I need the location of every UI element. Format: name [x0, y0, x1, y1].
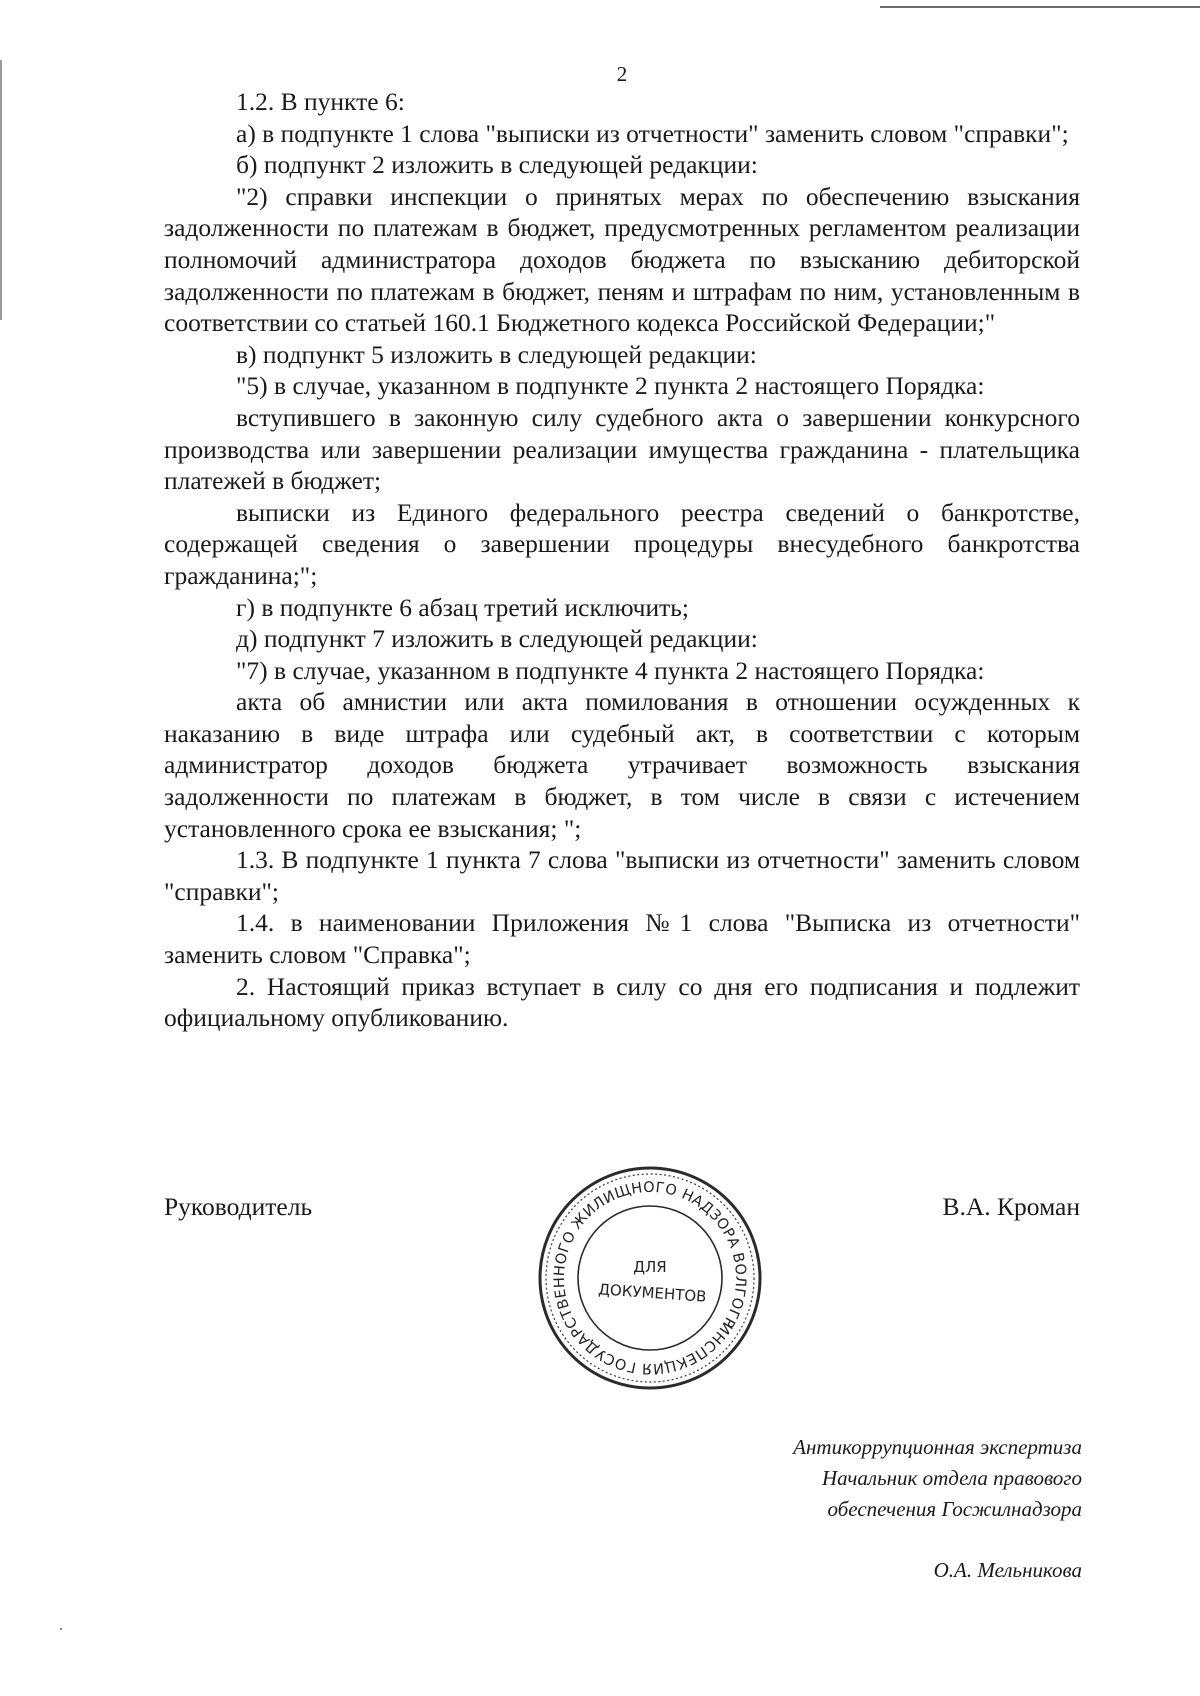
- paragraph: "2) справки инспекции о принятых мерах по обеспечению взыскания задолженности по платежам в бюджет, предусмотренных регламентом реализации полномочий администратора доходов бюджета по взысканию дебиторской задолженности по платежам в бюджет, пеням и штрафам по ним, установленным в соответствии со статьей 160.1 Бюджетного кодекса Российской Федерации;": [164, 181, 1080, 338]
- seal-center-line2: ДОКУМЕНТОВ: [597, 1280, 707, 1306]
- seal-inner-ring: [578, 1206, 722, 1350]
- paragraph: 1.4. в наименовании Приложения №1 слова "Выписка из отчетности" заменить словом "Справка";: [164, 908, 1080, 970]
- seal-ring-text: ИНСПЕКЦИЯ ГОСУДАРСТВЕННОГО ЖИЛИЩНОГО НАДЗОРА ВОЛГОГРАДСКОЙ: [551, 1179, 749, 1377]
- paragraph: в) подпункт 5 изложить в следующей редакции:: [236, 339, 757, 369]
- document-body: [164, 86, 1080, 1034]
- signer-position: Руководитель: [164, 1192, 313, 1221]
- official-seal: [534, 1162, 766, 1394]
- paragraph: акта об амнистии или акта помилования в отношении осужденных к наказанию в виде штрафа или судебный акт, в соответствии с которым администратор доходов бюджета утрачивает возможность взыскания задолженности по платежам в бюджет, в том числе в связи с истечением установленного срока ее взыскания; ";: [164, 687, 1080, 843]
- paragraph: б) подпункт 2 изложить в следующей редакции:: [236, 150, 758, 180]
- paragraph: выписки из Единого федерального реестра сведений о банкротстве, содержащей сведения о завершении процедуры внесудебного банкротства гражданина;";: [164, 497, 1080, 590]
- paragraph: д) подпункт 7 изложить в следующей редакции:: [236, 624, 758, 654]
- expertise-position-line2: обеспечения Госжилнадзора: [827, 1497, 1082, 1521]
- paragraph: 2. Настоящий приказ вступает в силу со дня его подписания и подлежит официальному опубликованию.: [164, 971, 1080, 1033]
- paragraph: вступившего в законную силу судебного акта о завершении конкурсного производства или завершении реализации имущества гражданина - плательщика платежей в бюджет;: [164, 402, 1080, 496]
- paragraph: "5) в случае, указанном в подпункте 2 пункта 2 настоящего Порядка:: [236, 371, 985, 401]
- scan-edge-top: [880, 6, 1200, 8]
- scan-speck: [60, 1628, 62, 1630]
- anticorruption-expertise: [662, 1432, 1082, 1586]
- scan-edge-left: [0, 60, 2, 320]
- paragraph: 1.2. В пункте 6:: [236, 87, 405, 116]
- paragraph: 1.3. В подпункте 1 пункта 7 слова "выписки из отчетности" заменить словом "справки";: [164, 845, 1080, 906]
- paragraph: а) в подпункте 1 слова "выписки из отчетности" заменить словом "справки";: [236, 118, 1069, 148]
- paragraph: г) в подпункте 6 абзац третий исключить;: [236, 592, 689, 622]
- signer-name: В.А. Кроман: [942, 1192, 1080, 1221]
- expertise-signer: О.А. Мельникова: [933, 1558, 1082, 1582]
- seal-center-line1: ДЛЯ: [633, 1258, 667, 1276]
- seal-outer-ring: [540, 1168, 760, 1388]
- expertise-title: Антикоррупционная экспертиза: [793, 1435, 1082, 1459]
- page-number: 2: [616, 62, 628, 86]
- expertise-position-line1: Начальник отдела правового: [822, 1466, 1082, 1490]
- paragraph: "7) в случае, указанном в подпункте 4 пункта 2 настоящего Порядка:: [236, 655, 985, 685]
